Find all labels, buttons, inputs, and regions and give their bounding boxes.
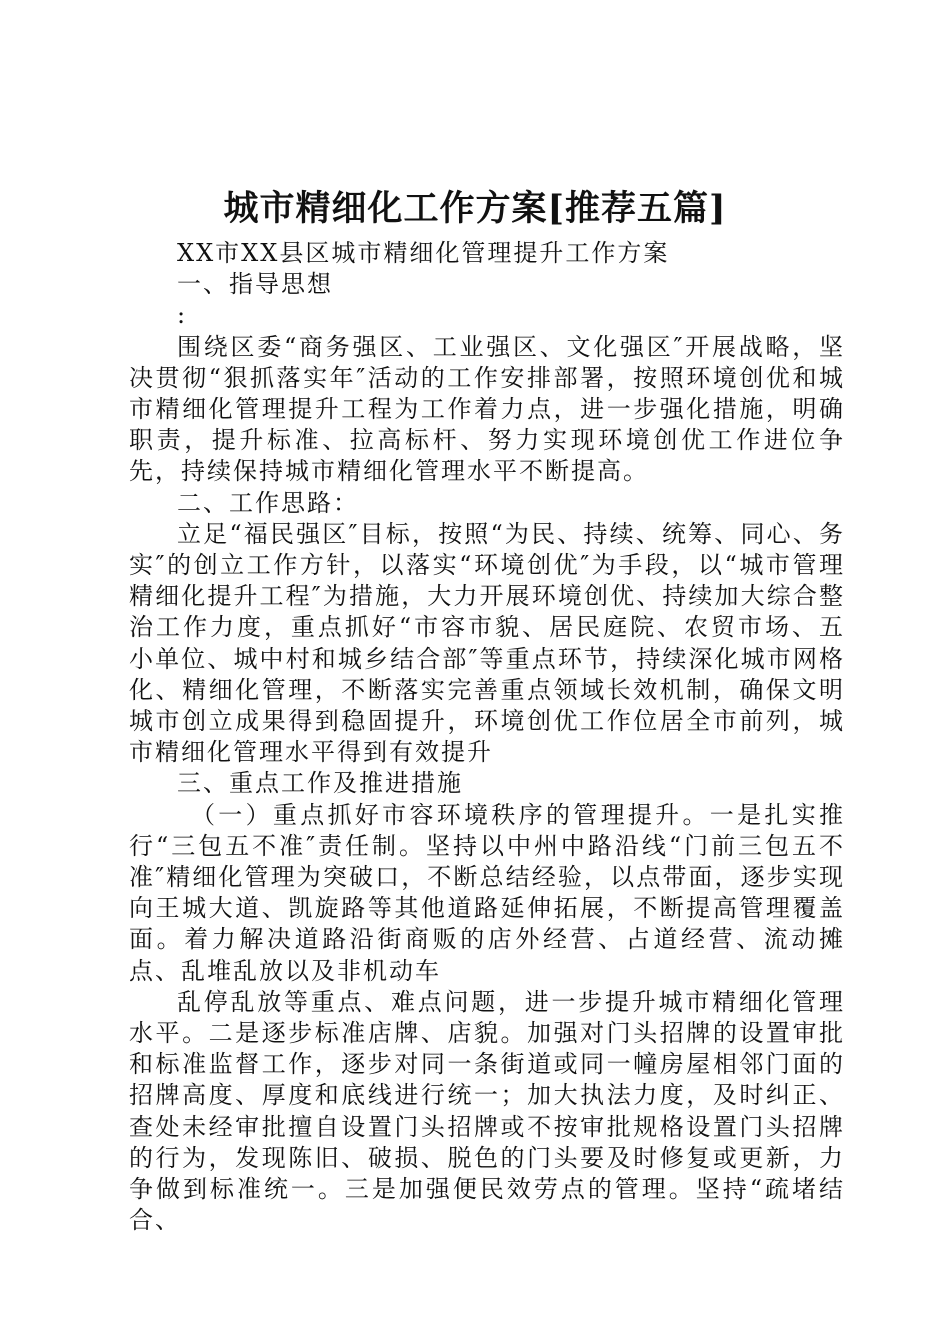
document-body bbox=[129, 238, 845, 1237]
paragraph-guiding-thought: 围绕区委“商务强区、工业强区、文化强区″开展战略，坚决贯彻“狠抓落实年″活动的工作安排部署，按照环境创优和城市精细化管理提升工程为工作着力点，进一步强化措施，明确职责，提升标准、拉高标杆、努力实现环境创优工作进位争先，持续保持城市精细化管理水平不断提高。 bbox=[129, 332, 845, 486]
section-heading-2: 二、工作思路： bbox=[177, 488, 359, 517]
paragraph-work-approach: 立足“福民强区″目标，按照“为民、持续、统筹、同心、务实″的创立工作方针，以落实“环境创优″为手段，以“城市管理精细化提升工程″为措施，大力开展环境创优、持续加大综合整治工作力度，重点抓好“市容市貌、居民庭院、农贸市场、五小单位、城中村和城乡结合部″等重点环节，持续深化城市网格化、精细化管理，不断落实完善重点领域长效机制，确保文明城市创立成果得到稳固提升，环境创优工作位居全市前列，城市精细化管理水平得到有效提升 bbox=[129, 519, 845, 767]
section-heading-1: 一、指导思想 bbox=[177, 270, 333, 299]
paragraph-key-work-2: 乱停乱放等重点、难点问题，进一步提升城市精细化管理水平。二是逐步标准店牌、店貌。加强对门头招牌的设置审批和标准监督工作，逐步对同一条街道或同一幢房屋相邻门面的招牌高度、厚度和底线进行统一；加大执法力度，及时纠正、查处未经审批擅自设置门头招牌或不按审批规格设置门头招牌的行为，发现陈旧、破损、脱色的门头要及时修复或更新，力争做到标准统一。三是加强便民效劳点的管理。坚持“疏堵结合、 bbox=[129, 987, 845, 1235]
subtitle: XX市XX县区城市精细化管理提升工作方案 bbox=[177, 239, 670, 267]
paragraph-key-work-1: （一）重点抓好市容环境秩序的管理提升。一是扎实推行“三包五不准″责任制。坚持以中州中路沿线“门前三包五不准″精细化管理为突破口，不断总结经验，以点带面，逐步实现向王城大道、凯旋路等其他道路延伸拓展，不断提高管理覆盖面。着力解决道路沿街商贩的店外经营、占道经营、流动摊点、乱堆乱放以及非机动车 bbox=[129, 800, 845, 985]
document-title: 城市精细化工作方案[推荐五篇] bbox=[223, 188, 727, 229]
colon-line: : bbox=[177, 301, 188, 330]
section-heading-3: 三、重点工作及推进措施 bbox=[177, 769, 463, 798]
